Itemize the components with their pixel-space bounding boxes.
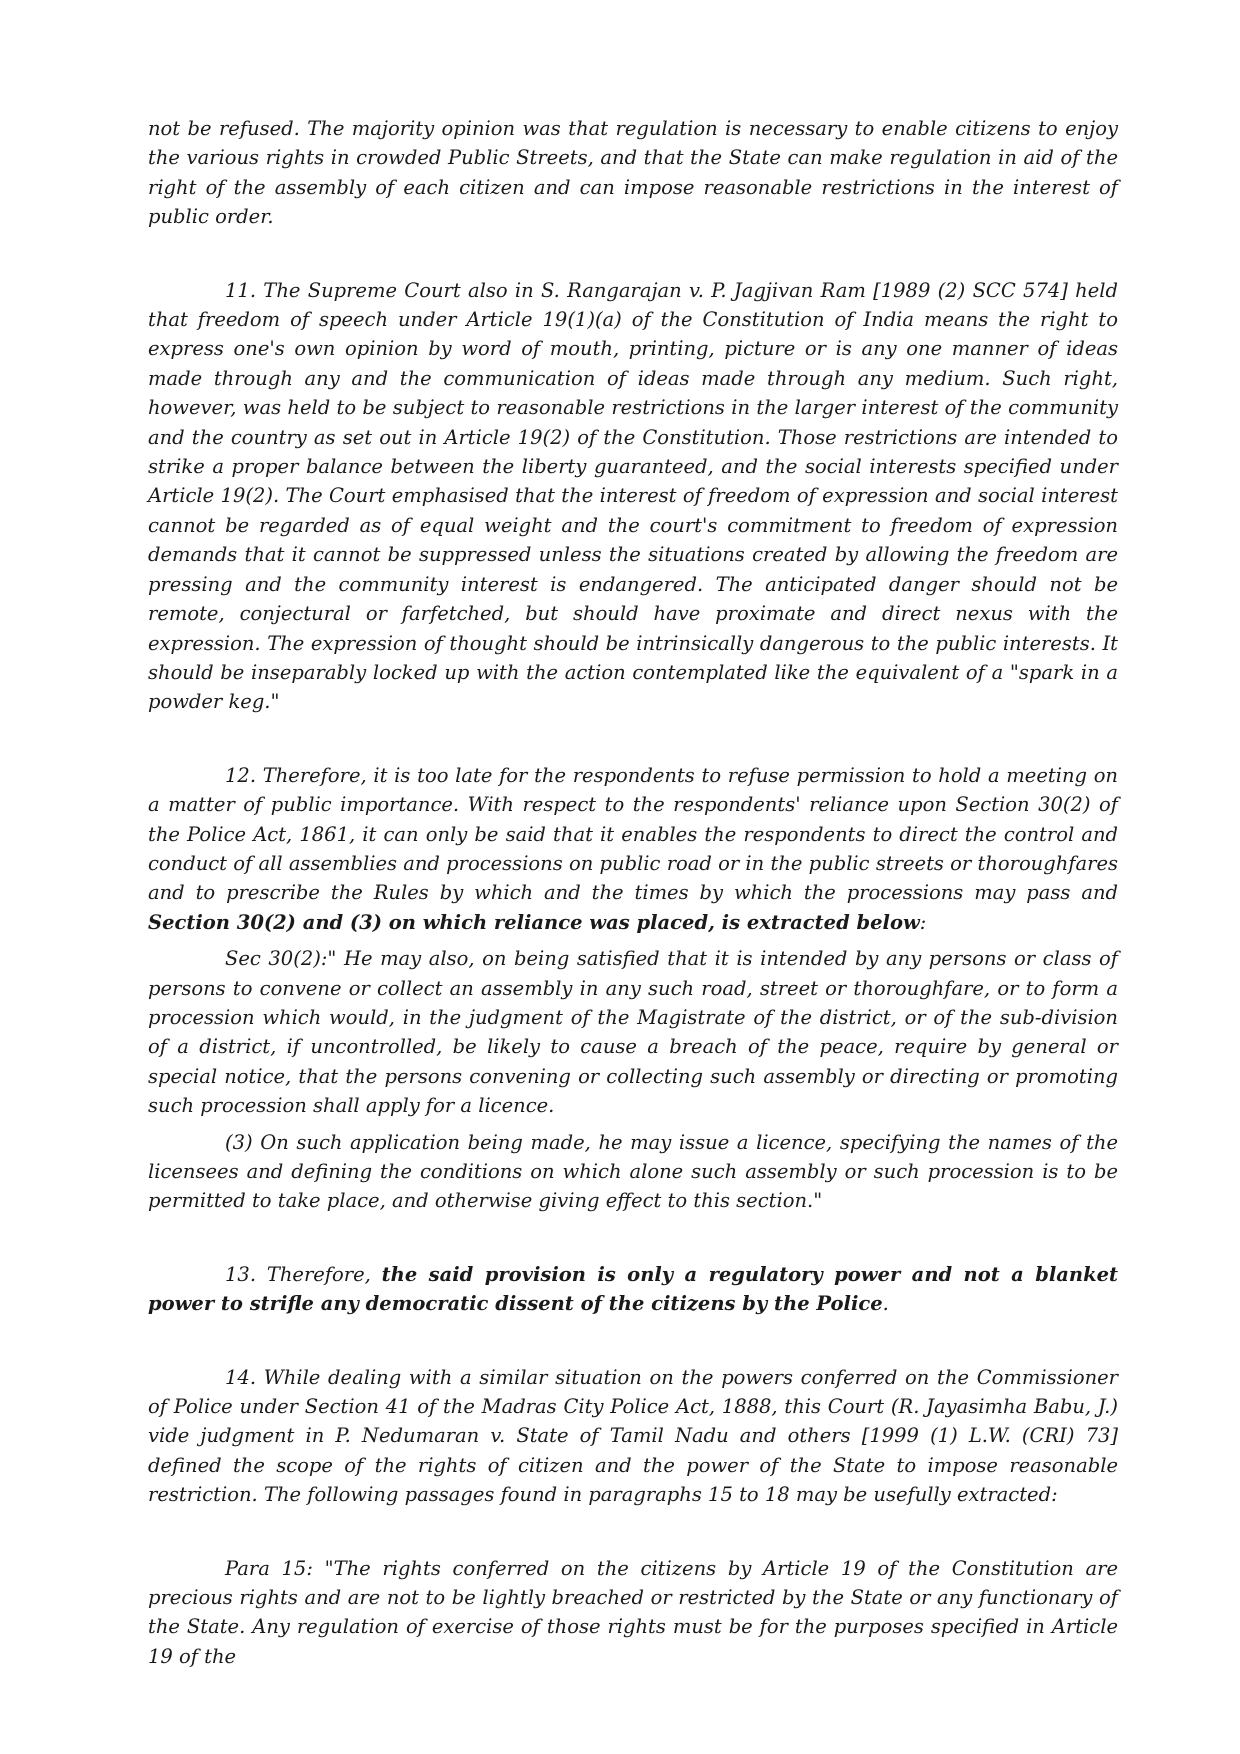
section-30-2-quote: Sec 30(2):" He may also, on being satisfied that it is intended by any persons or class of persons to convene or collect an assembly in any such road, street or thoroughfare, or to form a procession which would, in the judgment of the Magistrate of the district, or of the sub-division of a district, if uncontrolled, be likely to cause a breach of the peace, require by general or special notice, that the persons convening or collecting such assembly or directing or promoting such procession shall apply for a licence. [148, 947, 1118, 1118]
paragraph-10-continuation: not be refused. The majority opinion was that regulation is necessary to enable citizens to enjoy the various rights in crowded Public Streets, and that the State can make regulation in aid of the right of the assembly of each citizen and can impose reasonable restrictions in the interest of public order. [148, 117, 1118, 229]
paragraph-12-bold-text: Section 30(2) and (3) on which reliance was placed, is extracted below [148, 910, 920, 934]
paragraph-11: 11. The Supreme Court also in S. Rangarajan v. P. Jagjivan Ram [1989 (2) SCC 574] held that freedom of speech under Article 19(1)(a) of the Constitution of India means the right to express one's own opinion by word of mouth, printing, picture or is any one manner of ideas made through any and the communication of ideas made through any medium. Such right, however, was held to be subject to reasonable restrictions in the larger interest of the community and the country as set out in Article 19(2) of the Constitution. Those restrictions are intended to strike a proper balance between the liberty guaranteed, and the social interests specified under Article 19(2). The Court emphasised that the interest of freedom of expression and social interest cannot be regarded as of equal weight and the court's commitment to freedom of expression demands that it cannot be suppressed unless the situations created by allowing the freedom are pressing and the community interest is endangered. The anticipated danger should not be remote, conjectural or farfetched, but should have proximate and direct nexus with the expression. The expression of thought should be intrinsically dangerous to the public interests. It should be inseparably locked up with the action contemplated like the equivalent of a "spark in a powder keg." [148, 278, 1118, 714]
paragraph-12 [148, 761, 1118, 937]
paragraph-13-end: . [882, 1292, 889, 1316]
paragraph-14: 14. While dealing with a similar situation on the powers conferred on the Commissioner of Police under Section 41 of the Madras City Police Act, 1888, this Court (R. Jayasimha Babu, J.) vide judgment in P. Nedumaran v. State of Tamil Nadu and others [1999 (1) L.W. (CRI) 73] defined the scope of the rights of citizen and the power of the State to impose reasonable restriction. The following passages found in paragraphs 15 to 18 may be usefully extracted: [148, 1365, 1118, 1507]
paragraph-13-bold-text: the said provision is only a regulatory power and not a blanket power to strifle any democratic dissent of the citizens by the Police [148, 1262, 1118, 1316]
para-15-quote: Para 15: "The rights conferred on the citizens by Article 19 of the Constitution are precious rights and are not to be lightly breached or restricted by the State or any functionary of the State. Any regulation of exercise of those rights must be for the purposes specified in Article 19 of the [148, 1556, 1118, 1668]
section-30-3-quote: (3) On such application being made, he may issue a licence, specifying the names of the licensees and defining the conditions on which alone such assembly or such procession is to be permitted to take place, and otherwise giving effect to this section." [148, 1130, 1118, 1213]
paragraph-12-end: : [919, 910, 927, 934]
paragraph-13 [148, 1260, 1118, 1319]
paragraph-13-text: 13. Therefore, [225, 1262, 382, 1286]
paragraph-12-text: 12. Therefore, it is too late for the respondents to refuse permission to hold a meeting on a matter of public importance. With respect to the respondents' reliance upon Section 30(2) of the Police Act, 1861, it can only be said that it enables the respondents to direct the control and conduct of all assemblies and processions on public road or in the public streets or thoroughfares and to prescribe the Rules by which and the times by which the processions may pass and [148, 763, 1118, 905]
document-page [148, 114, 1118, 1671]
